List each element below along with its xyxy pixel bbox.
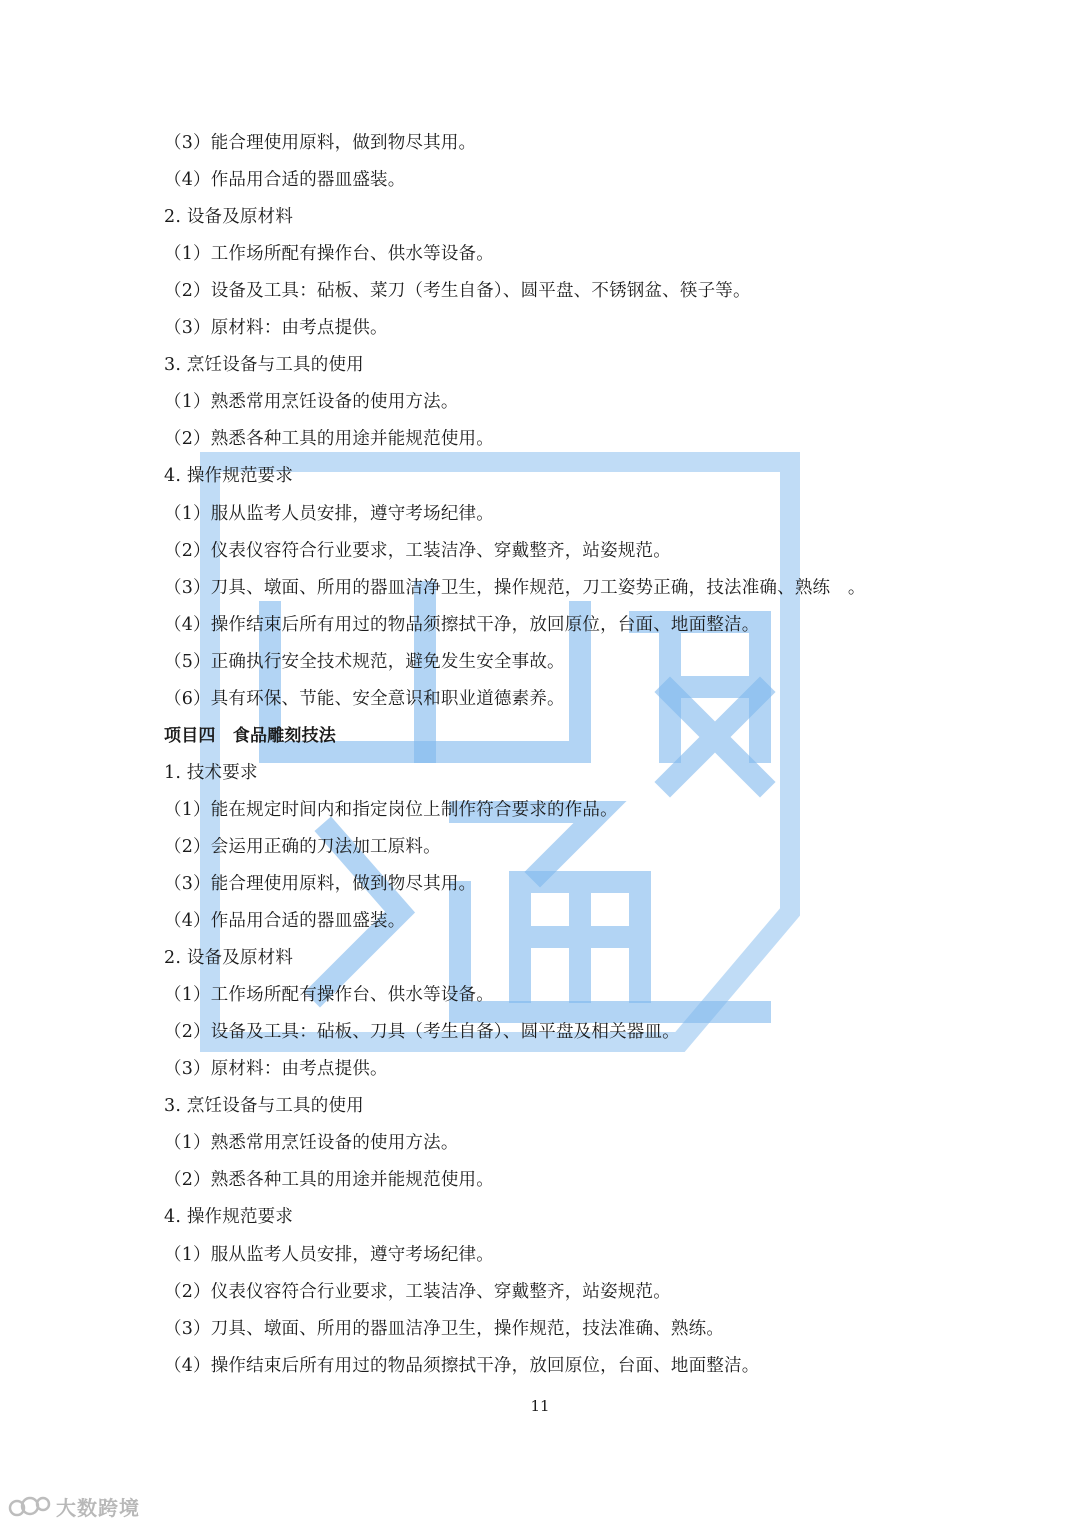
subsection-title: 4. 操作规范要求 (164, 466, 294, 487)
brand-watermark (8, 1490, 140, 1522)
list-item: （1）工作场所配有操作台、供水等设备。 (164, 244, 494, 265)
subsection-title: 1. 技术要求 (164, 762, 258, 783)
page-number: 11 (530, 1397, 550, 1415)
list-item: （1）服从监考人员安排，遵守考场纪律。 (164, 1244, 494, 1265)
list-item: （3）能合理使用原料，做到物尽其用。 (164, 133, 477, 153)
list-item: （1）熟悉常用烹饪设备的使用方法。 (164, 392, 459, 413)
list-item: （3）刀具、墩面、所用的器皿洁净卫生，操作规范，技法准确、熟练。 (164, 1318, 725, 1339)
list-item: （1）熟悉常用烹饪设备的使用方法。 (164, 1133, 459, 1154)
subsection-title: 4. 操作规范要求 (164, 1207, 294, 1228)
subsection-title: 3. 烹饪设备与工具的使用 (164, 355, 364, 376)
list-item: （3）刀具、墩面、所用的器皿洁净卫生，操作规范，刀工姿势正确，技法准确、熟练 。 (164, 577, 866, 598)
list-item: （3）能合理使用原料，做到物尽其用。 (164, 874, 477, 894)
list-item: （5）正确执行安全技术规范，避免发生安全事故。 (164, 651, 565, 672)
list-item: （1）工作场所配有操作台、供水等设备。 (164, 985, 494, 1006)
list-item: （2）熟悉各种工具的用途并能规范使用。 (164, 1170, 494, 1191)
brand-text: 大数跨境 (56, 1495, 140, 1520)
list-item: （2）设备及工具：砧板、菜刀（考生自备）、圆平盘、不锈钢盆、筷子等。 (164, 281, 751, 302)
section-heading: 项目四 食品雕刻技法 (164, 725, 336, 746)
list-item: （4）操作结束后所有用过的物品须擦拭干净，放回原位，台面、地面整洁。 (164, 614, 760, 635)
list-item: （4）操作结束后所有用过的物品须擦拭干净，放回原位，台面、地面整洁。 (164, 1355, 760, 1376)
list-item: （2）会运用正确的刀法加工原料。 (164, 836, 441, 857)
list-item: （3）原材料：由考点提供。 (164, 1059, 388, 1080)
subsection-title: 3. 烹饪设备与工具的使用 (164, 1096, 364, 1117)
list-item: （2）仪表仪容符合行业要求，工装洁净、穿戴整齐，站姿规范。 (164, 540, 671, 561)
list-item: （4）作品用合适的器皿盛装。 (164, 170, 406, 191)
list-item: （6）具有环保、节能、安全意识和职业道德素养。 (164, 688, 565, 709)
subsection-title: 2. 设备及原材料 (164, 948, 294, 969)
list-item: （3）原材料：由考点提供。 (164, 318, 388, 339)
brand-logo-icon (8, 1492, 52, 1520)
list-item: （2）仪表仪容符合行业要求，工装洁净、穿戴整齐，站姿规范。 (164, 1281, 671, 1302)
list-item: （4）作品用合适的器皿盛装。 (164, 911, 406, 932)
subsection-title: 2. 设备及原材料 (164, 207, 294, 228)
list-item: （1）服从监考人员安排，遵守考场纪律。 (164, 503, 494, 524)
list-item: （2）熟悉各种工具的用途并能规范使用。 (164, 429, 494, 450)
list-item: （1）能在规定时间内和指定岗位上制作符合要求的作品。 (164, 799, 618, 820)
list-item: （2）设备及工具：砧板、刀具（考生自备）、圆平盘及相关器皿。 (164, 1022, 680, 1043)
